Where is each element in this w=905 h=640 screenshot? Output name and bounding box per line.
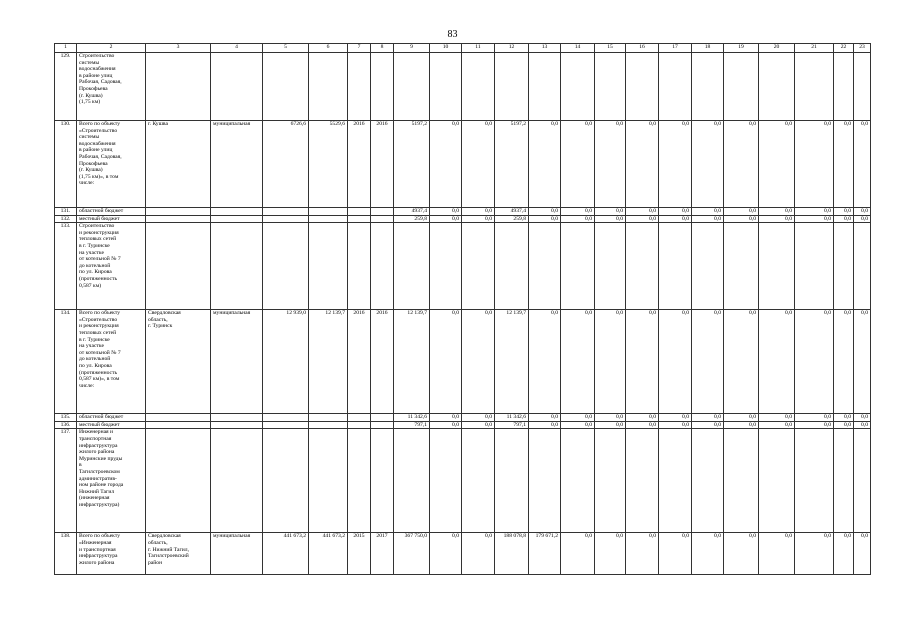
row-number: 130.	[55, 121, 77, 208]
table-cell	[626, 53, 659, 121]
table-cell: 0,0	[854, 414, 871, 422]
row-description: Всего по объекту «Строительство системы водоснабжения в районе улиц Рабочая, Садовая, Прокофьева (г. Кушва) (1,75 км)», в том числе:	[77, 121, 146, 208]
row-description: местный бюджет	[77, 421, 146, 429]
table-cell: муниципальная	[211, 533, 263, 575]
table-cell: 0,0	[659, 310, 692, 414]
table-cell: 0,0	[724, 414, 759, 422]
table-cell: 0,0	[854, 533, 871, 575]
table-cell: 0,0	[724, 310, 759, 414]
column-header: 1	[55, 44, 77, 53]
table-cell	[795, 53, 834, 121]
row-number: 131.	[55, 208, 77, 216]
table-cell: 0,0	[626, 414, 659, 422]
table-row	[55, 414, 871, 422]
table-cell: 0,0	[595, 208, 626, 216]
table-cell: 2016	[371, 121, 394, 208]
table-cell: 0,0	[626, 208, 659, 216]
column-header: 3	[146, 44, 211, 53]
table-cell: 0,0	[462, 208, 495, 216]
table-cell	[263, 414, 309, 422]
table-cell: 0,0	[561, 208, 595, 216]
table-cell	[834, 429, 854, 533]
table-cell	[348, 223, 371, 310]
table-cell: 0,0	[626, 533, 659, 575]
column-header: 8	[371, 44, 394, 53]
table-row	[55, 533, 871, 575]
table-cell	[211, 215, 263, 223]
column-header: 19	[724, 44, 759, 53]
column-header: 21	[795, 44, 834, 53]
table-cell: 5529,6	[309, 121, 348, 208]
table-cell: 0,0	[462, 215, 495, 223]
table-cell	[309, 208, 348, 216]
table-cell	[692, 53, 724, 121]
page-number: 83	[447, 29, 458, 40]
table-cell	[795, 223, 834, 310]
row-description: областной бюджет	[77, 414, 146, 422]
column-header: 16	[626, 44, 659, 53]
table-cell	[529, 429, 561, 533]
table-cell: 0,0	[692, 310, 724, 414]
row-description: Всего по объекту «Строительство и реконструкция тепловых сетей в г. Туринске на участке от котельной № 7 до котельной по ул. Кирова (протяженность 0,587 км)», в том числе:	[77, 310, 146, 414]
table-cell: 0,0	[561, 533, 595, 575]
table-cell	[394, 223, 430, 310]
table-cell: 0,0	[795, 421, 834, 429]
table-cell: 441 673,2	[263, 533, 309, 575]
table-cell: 797,1	[394, 421, 430, 429]
table-cell: 12 139,7	[309, 310, 348, 414]
row-number: 129.	[55, 53, 77, 121]
table-cell: 2017	[371, 533, 394, 575]
row-description: Инженерная и транспортная инфраструктура жилого района Муринские пруды в Тагилстроевском административ- ном районе города Нижний Тагил (инженерная инфраструктура)	[77, 429, 146, 533]
table-cell	[146, 421, 211, 429]
table-cell: 0,0	[529, 310, 561, 414]
table-cell: 0,0	[462, 414, 495, 422]
row-number: 134.	[55, 310, 77, 414]
table-cell: 0,0	[759, 121, 795, 208]
row-number: 132.	[55, 215, 77, 223]
table-cell: г. Кушва	[146, 121, 211, 208]
table-cell	[146, 208, 211, 216]
table-cell: 11 342,6	[394, 414, 430, 422]
table-cell: Свердловская область, г. Туринск	[146, 310, 211, 414]
table-cell	[263, 421, 309, 429]
table-cell: 4937,4	[495, 208, 529, 216]
table-cell	[595, 53, 626, 121]
table-cell	[759, 223, 795, 310]
table-cell: 2016	[348, 310, 371, 414]
table-cell	[263, 215, 309, 223]
table-cell	[211, 421, 263, 429]
table-cell: 2016	[348, 121, 371, 208]
column-header: 13	[529, 44, 561, 53]
table-cell: 12 139,7	[495, 310, 529, 414]
table-row	[55, 223, 871, 310]
table-cell: 0,0	[692, 121, 724, 208]
table-cell: 0,0	[795, 533, 834, 575]
table-cell	[394, 53, 430, 121]
column-header: 20	[759, 44, 795, 53]
column-header: 6	[309, 44, 348, 53]
table-cell: 0,0	[795, 414, 834, 422]
column-header: 5	[263, 44, 309, 53]
table-cell: 0,0	[430, 121, 462, 208]
table-cell: 0,0	[529, 121, 561, 208]
table-cell: 0,0	[561, 215, 595, 223]
table-cell	[309, 421, 348, 429]
table-cell	[348, 421, 371, 429]
column-header: 22	[834, 44, 854, 53]
table-cell	[371, 414, 394, 422]
row-number: 135.	[55, 414, 77, 422]
table-cell: 0,0	[529, 414, 561, 422]
table-cell: 0,0	[834, 310, 854, 414]
table-cell: 0,0	[795, 215, 834, 223]
table-cell: 441 673,2	[309, 533, 348, 575]
table-cell	[211, 53, 263, 121]
table-cell	[692, 223, 724, 310]
table-cell: Свердловская область, г. Нижний Тагил, Тагилстроевский район	[146, 533, 211, 575]
table-cell: 0,0	[595, 121, 626, 208]
table-cell	[462, 429, 495, 533]
table-cell: 0,0	[724, 533, 759, 575]
table-cell	[309, 429, 348, 533]
table-cell	[211, 223, 263, 310]
table-cell	[371, 429, 394, 533]
table-cell	[495, 53, 529, 121]
table-cell	[309, 223, 348, 310]
table-cell: 179 671,2	[529, 533, 561, 575]
table-cell	[146, 53, 211, 121]
table-cell: 367 750,0	[394, 533, 430, 575]
table-cell	[263, 223, 309, 310]
table-cell	[430, 223, 462, 310]
table-cell	[211, 208, 263, 216]
table-cell	[834, 53, 854, 121]
table-cell: 0,0	[759, 208, 795, 216]
column-header: 4	[211, 44, 263, 53]
table-cell: 0,0	[724, 421, 759, 429]
table-cell: 0,0	[854, 215, 871, 223]
table-cell	[348, 53, 371, 121]
header-row	[55, 44, 871, 53]
table-cell: 12 139,7	[394, 310, 430, 414]
table-cell: 0,0	[561, 310, 595, 414]
table-cell: 0,0	[834, 414, 854, 422]
table-cell: 12 939,0	[263, 310, 309, 414]
table-cell	[626, 223, 659, 310]
table-cell: 0,0	[595, 414, 626, 422]
table-cell	[854, 223, 871, 310]
table-cell: 0,0	[430, 414, 462, 422]
table-cell: 0,0	[595, 310, 626, 414]
table-cell	[659, 53, 692, 121]
table-cell	[371, 421, 394, 429]
table-cell: 6726,6	[263, 121, 309, 208]
table-cell	[759, 53, 795, 121]
table-cell	[529, 53, 561, 121]
table-cell: 0,0	[462, 310, 495, 414]
table-cell: 0,0	[659, 421, 692, 429]
table-cell	[348, 429, 371, 533]
table-cell: 0,0	[595, 533, 626, 575]
row-description: Всего по объекту «Инженерная и транспортная инфраструктура жилого района	[77, 533, 146, 575]
table-cell	[371, 208, 394, 216]
table-cell: 0,0	[595, 421, 626, 429]
table-cell	[834, 223, 854, 310]
table-cell: 0,0	[834, 208, 854, 216]
table-cell	[659, 429, 692, 533]
table-cell: 5197,2	[394, 121, 430, 208]
table-row	[55, 121, 871, 208]
table-cell: 0,0	[795, 310, 834, 414]
table-cell: 259,8	[495, 215, 529, 223]
table-cell	[371, 223, 394, 310]
investment-table	[54, 43, 871, 575]
table-cell: 0,0	[529, 215, 561, 223]
column-header: 14	[561, 44, 595, 53]
table-cell: 0,0	[834, 533, 854, 575]
table-cell: 0,0	[626, 215, 659, 223]
table-cell	[595, 223, 626, 310]
table-cell: 0,0	[759, 215, 795, 223]
table-cell	[854, 53, 871, 121]
table-cell: 0,0	[724, 215, 759, 223]
table-cell	[348, 215, 371, 223]
table-cell: 0,0	[692, 414, 724, 422]
table-cell: 0,0	[659, 215, 692, 223]
column-header: 9	[394, 44, 430, 53]
table-cell: 5197,2	[495, 121, 529, 208]
table-cell: 0,0	[626, 121, 659, 208]
table-cell: 0,0	[834, 421, 854, 429]
table-cell: 0,0	[430, 208, 462, 216]
table-cell: 0,0	[795, 121, 834, 208]
table-cell: 0,0	[626, 310, 659, 414]
table-row	[55, 215, 871, 223]
table-cell: 259,8	[394, 215, 430, 223]
table-cell: 0,0	[430, 533, 462, 575]
table-cell: 0,0	[692, 421, 724, 429]
table-cell: 0,0	[462, 533, 495, 575]
table-row	[55, 208, 871, 216]
table-cell	[495, 223, 529, 310]
table-cell	[854, 429, 871, 533]
table-cell: 0,0	[561, 414, 595, 422]
table-cell: 0,0	[462, 121, 495, 208]
row-description: областной бюджет	[77, 208, 146, 216]
column-header: 11	[462, 44, 495, 53]
table-cell	[211, 429, 263, 533]
table-cell: 0,0	[795, 208, 834, 216]
table-cell: 0,0	[854, 121, 871, 208]
table-cell: 188 078,8	[495, 533, 529, 575]
table-cell	[348, 208, 371, 216]
column-header: 17	[659, 44, 692, 53]
table-cell	[561, 223, 595, 310]
table-cell	[371, 215, 394, 223]
column-header: 12	[495, 44, 529, 53]
table-cell: 0,0	[724, 208, 759, 216]
row-description: Строительство системы водоснабжения в районе улиц Рабочая, Садовая, Прокофьева (г. Кушва) (1,75 км)	[77, 53, 146, 121]
row-description: Строительство и реконструкция тепловых сетей в г. Туринске на участке от котельной № 7 до котельной по ул. Кирова (протяженность 0,587 км)	[77, 223, 146, 310]
table-cell: 0,0	[854, 208, 871, 216]
table-cell	[724, 53, 759, 121]
table-cell: 2015	[348, 533, 371, 575]
table-cell	[394, 429, 430, 533]
column-header: 18	[692, 44, 724, 53]
column-header: 7	[348, 44, 371, 53]
column-header: 2	[77, 44, 146, 53]
column-header: 15	[595, 44, 626, 53]
row-number: 133.	[55, 223, 77, 310]
table-cell	[211, 414, 263, 422]
table-cell	[692, 429, 724, 533]
table-cell: 11 342,6	[495, 414, 529, 422]
table-cell: 0,0	[854, 310, 871, 414]
table-cell	[659, 223, 692, 310]
table-cell: 0,0	[462, 421, 495, 429]
table-cell: 0,0	[659, 533, 692, 575]
table-cell	[309, 53, 348, 121]
table-cell	[263, 53, 309, 121]
table-cell	[430, 53, 462, 121]
column-header: 10	[430, 44, 462, 53]
table-cell: 0,0	[759, 310, 795, 414]
table-cell: 4937,4	[394, 208, 430, 216]
table-cell: 0,0	[430, 310, 462, 414]
table-cell: 0,0	[659, 121, 692, 208]
table-cell	[626, 429, 659, 533]
table-cell	[759, 429, 795, 533]
table-cell	[263, 208, 309, 216]
row-number: 138.	[55, 533, 77, 575]
table-cell: 0,0	[692, 215, 724, 223]
table-cell: 2016	[371, 310, 394, 414]
table-row	[55, 310, 871, 414]
table-cell: 797,1	[495, 421, 529, 429]
table-cell: 0,0	[659, 414, 692, 422]
table-row	[55, 53, 871, 121]
table-cell	[263, 429, 309, 533]
table-cell: 0,0	[595, 215, 626, 223]
table-cell	[146, 429, 211, 533]
row-number: 136.	[55, 421, 77, 429]
table-cell	[462, 223, 495, 310]
table-cell: муниципальная	[211, 121, 263, 208]
table-cell: 0,0	[659, 208, 692, 216]
table-cell	[561, 53, 595, 121]
table-cell: 0,0	[561, 121, 595, 208]
table-cell: 0,0	[529, 421, 561, 429]
table-cell	[495, 429, 529, 533]
table-cell	[348, 414, 371, 422]
table-cell	[724, 429, 759, 533]
table-cell	[430, 429, 462, 533]
table-cell: 0,0	[724, 121, 759, 208]
table-cell	[595, 429, 626, 533]
table-cell: 0,0	[430, 421, 462, 429]
table-cell: 0,0	[834, 215, 854, 223]
table-cell	[309, 414, 348, 422]
table-cell: 0,0	[626, 421, 659, 429]
row-number: 137.	[55, 429, 77, 533]
table-cell	[724, 223, 759, 310]
table-cell	[462, 53, 495, 121]
table-cell: 0,0	[692, 533, 724, 575]
table-cell	[146, 414, 211, 422]
table-cell: 0,0	[692, 208, 724, 216]
column-header: 23	[854, 44, 871, 53]
table-cell: 0,0	[759, 421, 795, 429]
table-cell: 0,0	[759, 414, 795, 422]
table-cell: 0,0	[759, 533, 795, 575]
table-cell: 0,0	[854, 421, 871, 429]
table-row	[55, 421, 871, 429]
table-row	[55, 429, 871, 533]
table-cell	[146, 215, 211, 223]
table-cell	[309, 215, 348, 223]
table-cell	[146, 223, 211, 310]
table-cell: 0,0	[529, 208, 561, 216]
table-cell: 0,0	[834, 121, 854, 208]
table-cell	[795, 429, 834, 533]
table-cell: муниципальная	[211, 310, 263, 414]
row-description: местный бюджет	[77, 215, 146, 223]
table-cell	[371, 53, 394, 121]
table-cell: 0,0	[561, 421, 595, 429]
table-cell	[561, 429, 595, 533]
table-cell	[529, 223, 561, 310]
table-cell: 0,0	[430, 215, 462, 223]
